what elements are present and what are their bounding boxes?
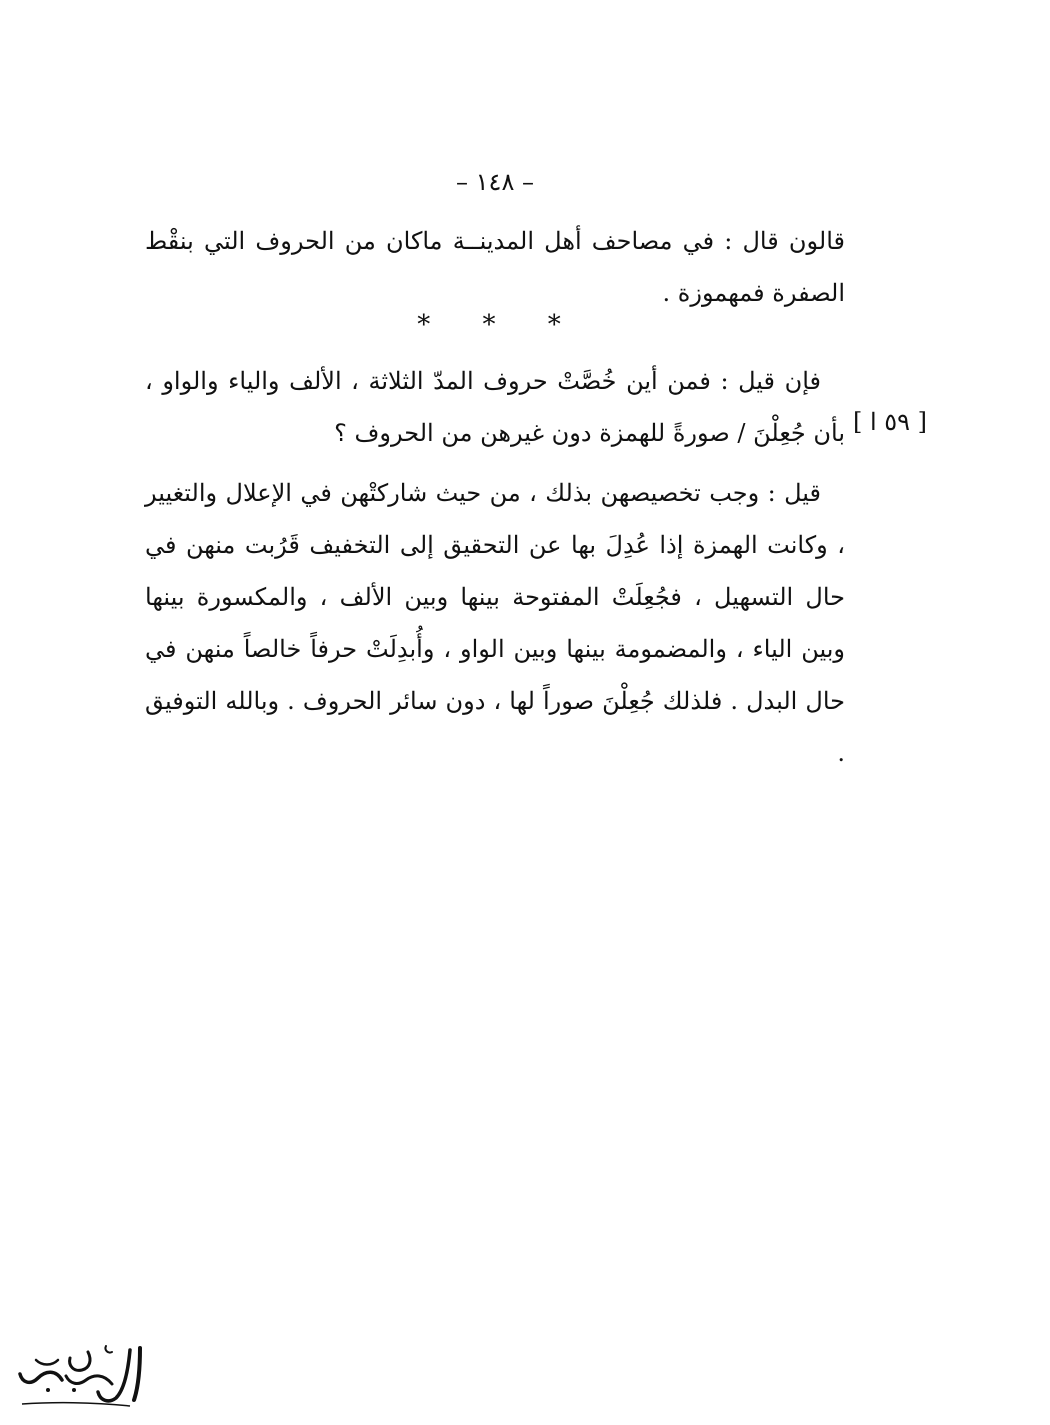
paragraph-answer: قيل : وجب تخصيصهن بذلك ، من حيث شاركتْهن في الإعلال والتغيير ، وكانت الهمزة إذا عُدِلَ بها عن التحقيق إلى التخفيف قَرُبت منهن في حال التسهيل ، فجُعِلَتْ المفتوحة بينها وبين الألف ، والمكسورة بينها وبين الياء ، والمضمومة بينها وبين الواو ، وأُبدِلَتْ حرفاً خالصاً منهن في حال البدل . فلذلك جُعِلْنَ صوراً لها ، دون سائر الحروف . وبالله التوفيق . <box>145 479 845 767</box>
page-number: – ١٤٨ – <box>456 168 534 196</box>
paragraph-question: فإن قيل : فمن أين خُصَّتْ حروف المدّ الثلاثة ، الألف والياء والواو ، بأن جُعِلْنَ / صورةً للهمزة دون غيرهن من الحروف ؟ <box>145 367 845 447</box>
section-separator-stars: * * * <box>417 310 583 340</box>
margin-folio-reference: [ ٥٩ ا ] <box>852 408 928 436</box>
paragraph-quote: قالون قال : في مصاحف أهل المدينــة ماكان من الحروف التي بنقْط الصفرة فمهموزة . <box>145 227 845 307</box>
